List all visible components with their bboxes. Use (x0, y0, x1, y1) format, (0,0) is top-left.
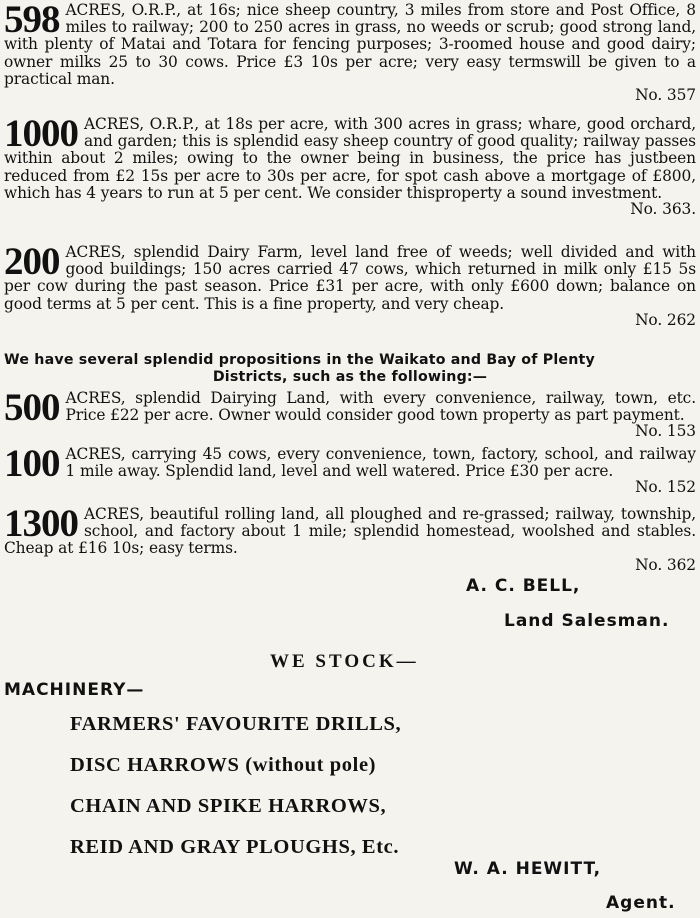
listing-text: ACRES, O.R.P., at 16s; nice sheep country, 3 miles from store and Post Office, 8 miles to railway; 200 to 250 acres in grass, no weeds or scrub; good strong land, with plenty of Matai and Totara for fencing purposes; 3-roomed house and good dairy; owner milks 25 to 30 cows. Price £3 10s per acre; very easy termswill be given to a practical man. (4, 1, 696, 88)
listing-100 (4, 442, 696, 497)
lot-number: No. 262 (635, 310, 696, 329)
acreage-number: 1300 (4, 502, 78, 545)
agent-name: W. A. HEWITT, (454, 859, 602, 879)
acreage-number: 100 (4, 442, 60, 485)
listing-text: ACRES, splendid Dairy Farm, level land free of weeds; well divided and with good buildings; 150 acres carried 47 cows, which returned in milk only £15 5s per cow during the past season. Price £31 per acre, with only £600 down; balance on good terms at 5 per cent. This is a fine property, and very cheap. (4, 243, 696, 313)
acreage-number: 598 (4, 0, 60, 41)
agent-title: Agent. (606, 893, 676, 913)
acreage-number: 500 (4, 386, 60, 429)
listing-text: ACRES, splendid Dairying Land, with every convenience, railway, town, etc. Price £22 per acre. Owner would consider good town property as part payment. (65, 389, 696, 425)
lot-number: No. 362 (635, 555, 696, 574)
machinery-list (70, 704, 401, 868)
listing-1000 (4, 112, 696, 219)
machinery-item: REID AND GRAY PLOUGHS, Etc. (70, 836, 400, 858)
acreage-number: 200 (4, 240, 60, 283)
lot-number: No. 357 (635, 86, 696, 105)
lot-number: No. 363. (630, 200, 696, 219)
heading-line-1: We have several splendid propositions in the Waikato and Bay of Plenty (4, 352, 595, 368)
heading-line-2: Districts, such as the following:— (212, 369, 488, 385)
machinery-item: CHAIN AND SPIKE HARROWS, (70, 795, 387, 817)
seller-title: Land Salesman. (504, 611, 670, 631)
listing-text: ACRES, carrying 45 cows, every convenience, town, factory, school, and railway 1 mile away. Splendid land, level and well watered. Price £30 per acre. (65, 445, 696, 481)
stock-heading: WE STOCK— (270, 651, 419, 672)
machinery-item: FARMERS' FAVOURITE DRILLS, (70, 713, 402, 735)
seller-name: A. C. BELL, (466, 576, 581, 596)
lot-number: No. 152 (635, 478, 696, 497)
lot-number: No. 153 (635, 422, 696, 441)
listing-text: ACRES, O.R.P., at 18s per acre, with 300 acres in grass; whare, good orchard, and garden; this is splendid easy sheep country of good quality; railway passes within about 2 miles; owing to the owner being in business, the price has justbeen reduced from £2 15s per acre to 30s per acre, for spot cash above a mortgage of £800, which has 4 years to run at 5 per cent. We consider thisproperty a sound investment. (4, 115, 696, 202)
listing-200 (4, 240, 696, 329)
propositions-heading (4, 352, 696, 386)
listing-598 (4, 2, 696, 104)
machinery-heading: MACHINERY— (4, 680, 145, 700)
listing-1300 (4, 502, 696, 574)
acreage-number: 1000 (4, 112, 78, 155)
machinery-item: DISC HARROWS (without pole) (70, 754, 377, 776)
listing-text: ACRES, beautiful rolling land, all ploughed and re-grassed; railway, township, school, and factory about 1 mile; splendid homestead, woolshed and stables. Cheap at £16 10s; easy terms. (4, 505, 696, 558)
listing-500 (4, 386, 696, 441)
